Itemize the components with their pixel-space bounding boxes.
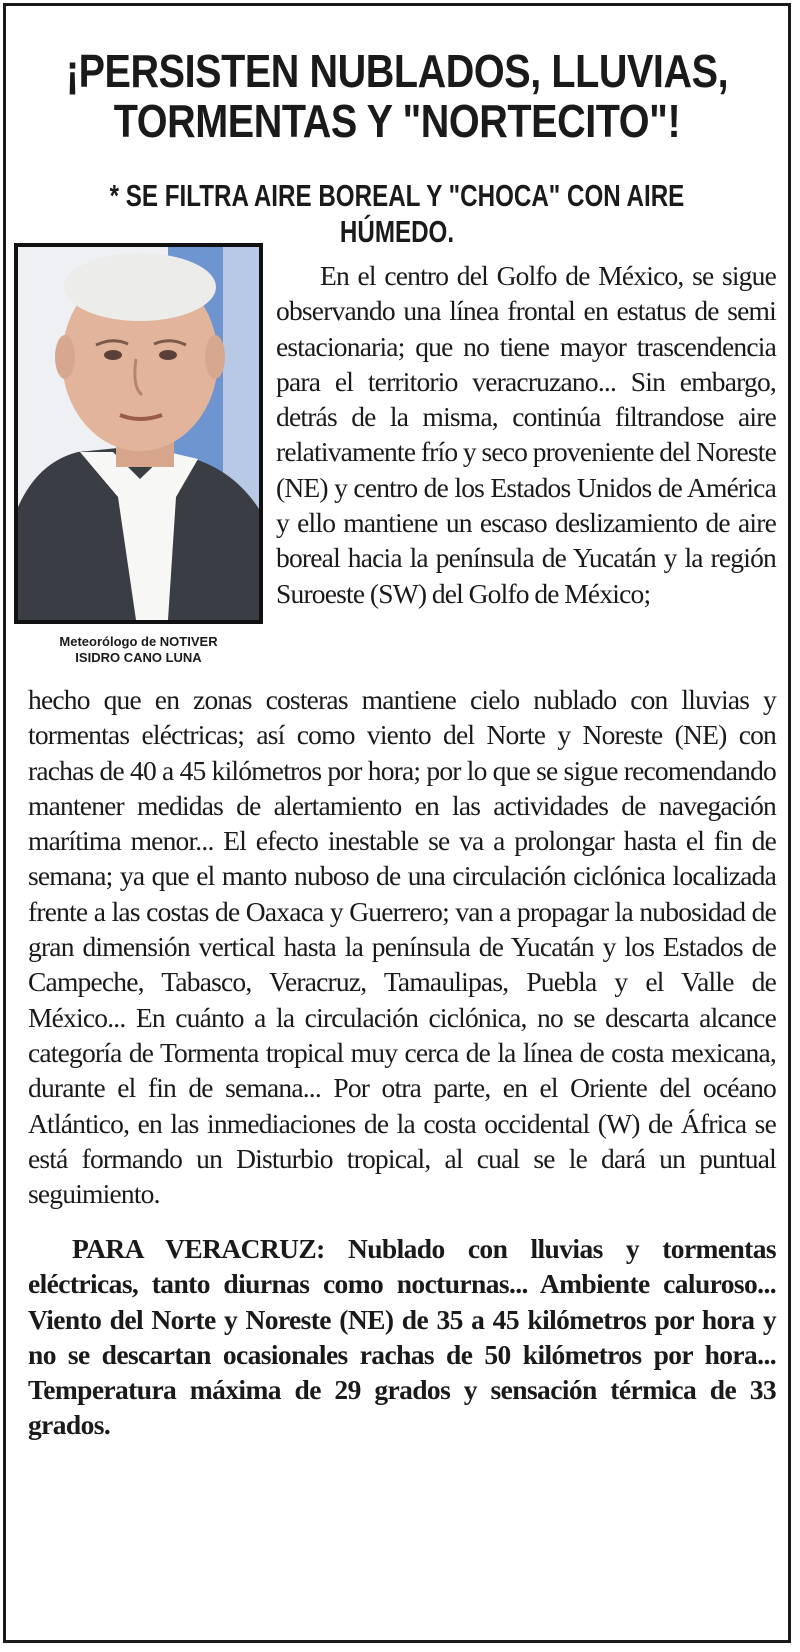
paragraph-2-lead: PARA VERACRUZ: xyxy=(72,1233,325,1264)
headline-line-1: ¡PERSISTEN NUBLADOS, LLUVIAS, xyxy=(65,45,729,97)
article-paragraph-1-part-2: hecho que en zonas costeras mantiene cielo nublado con lluvias y tormentas eléctricas; así como viento del Norte y Noreste (NE) con rachas de 40 a 45 kilómetros por hora; por lo que se sigue recomendando mantener medidas de alertamiento en las actividades de navegación marítima menor... El efecto inestable se va a prolongar hasta el fin de semana; ya que el manto nuboso de una circulación ciclónica localizada frente a las costas de Oaxaca y Guerrero; van a propagar la nubosidad de gran dimensión vertical hasta la península de Yucatán y los Estados de Campeche, Tabasco, Veracruz, Tamaulipas, Puebla y el Valle de México... En cuánto a la circulación ciclónica, no se descarta alcance categoría de Tormenta tropical muy cerca de la línea de costa mexicana, durante el fin de semana... Por otra parte, en el Oriente del océano Atlántico, en las inmediaciones de la costa occidental (W) de África se está formando un Disturbio tropical, al cual se le dará un puntual seguimiento. xyxy=(28,684,776,1210)
article-paragraph-1-part-1 xyxy=(276,258,776,611)
article-paragraph-2 xyxy=(28,1231,776,1443)
photo-caption xyxy=(14,634,263,666)
headline xyxy=(61,46,734,146)
subheadline: * SE FILTRA AIRE BOREAL Y "CHOCA" CON AIRE HÚMEDO. xyxy=(109,178,685,249)
paragraph-2-body: Nublado con lluvias y tormentas eléctricas, tanto diurnas como nocturnas... Ambiente caluroso... Viento del Norte y Noreste (NE) de 35 a 45 kilómetros por hora y no se descartan ocasionales rachas de 50 kilómetros por hora... Temperatura máxima de 29 grados y sensación térmica de 33 grados. xyxy=(28,1233,776,1441)
article-column-full xyxy=(28,682,776,1211)
news-clipping xyxy=(3,3,791,1643)
article-column-top xyxy=(276,258,776,611)
paragraph-1-part-1-text: En el centro del Golfo de México, se sigue observando una línea frontal en estatus de semi estacionaria; que no tiene mayor trascendencia para el territorio veracruzano... Sin embargo, detrás de la misma, continúa filtrandose aire relativamente frío y seco proveniente del Noreste (NE) y centro de los Estados Unidos de América y ello mantiene un escaso deslizamiento de aire boreal hacia la península de Yucatán y la región Suroeste (SW) del Golfo de México; xyxy=(276,260,776,609)
portrait-photo xyxy=(14,243,263,624)
caption-line-2: ISIDRO CANO LUNA xyxy=(75,650,202,665)
headline-line-2: TORMENTAS Y "NORTECITO"! xyxy=(113,95,681,147)
caption-line-1: Meteorólogo de NOTIVER xyxy=(59,634,218,649)
portrait-illustration xyxy=(18,247,259,620)
